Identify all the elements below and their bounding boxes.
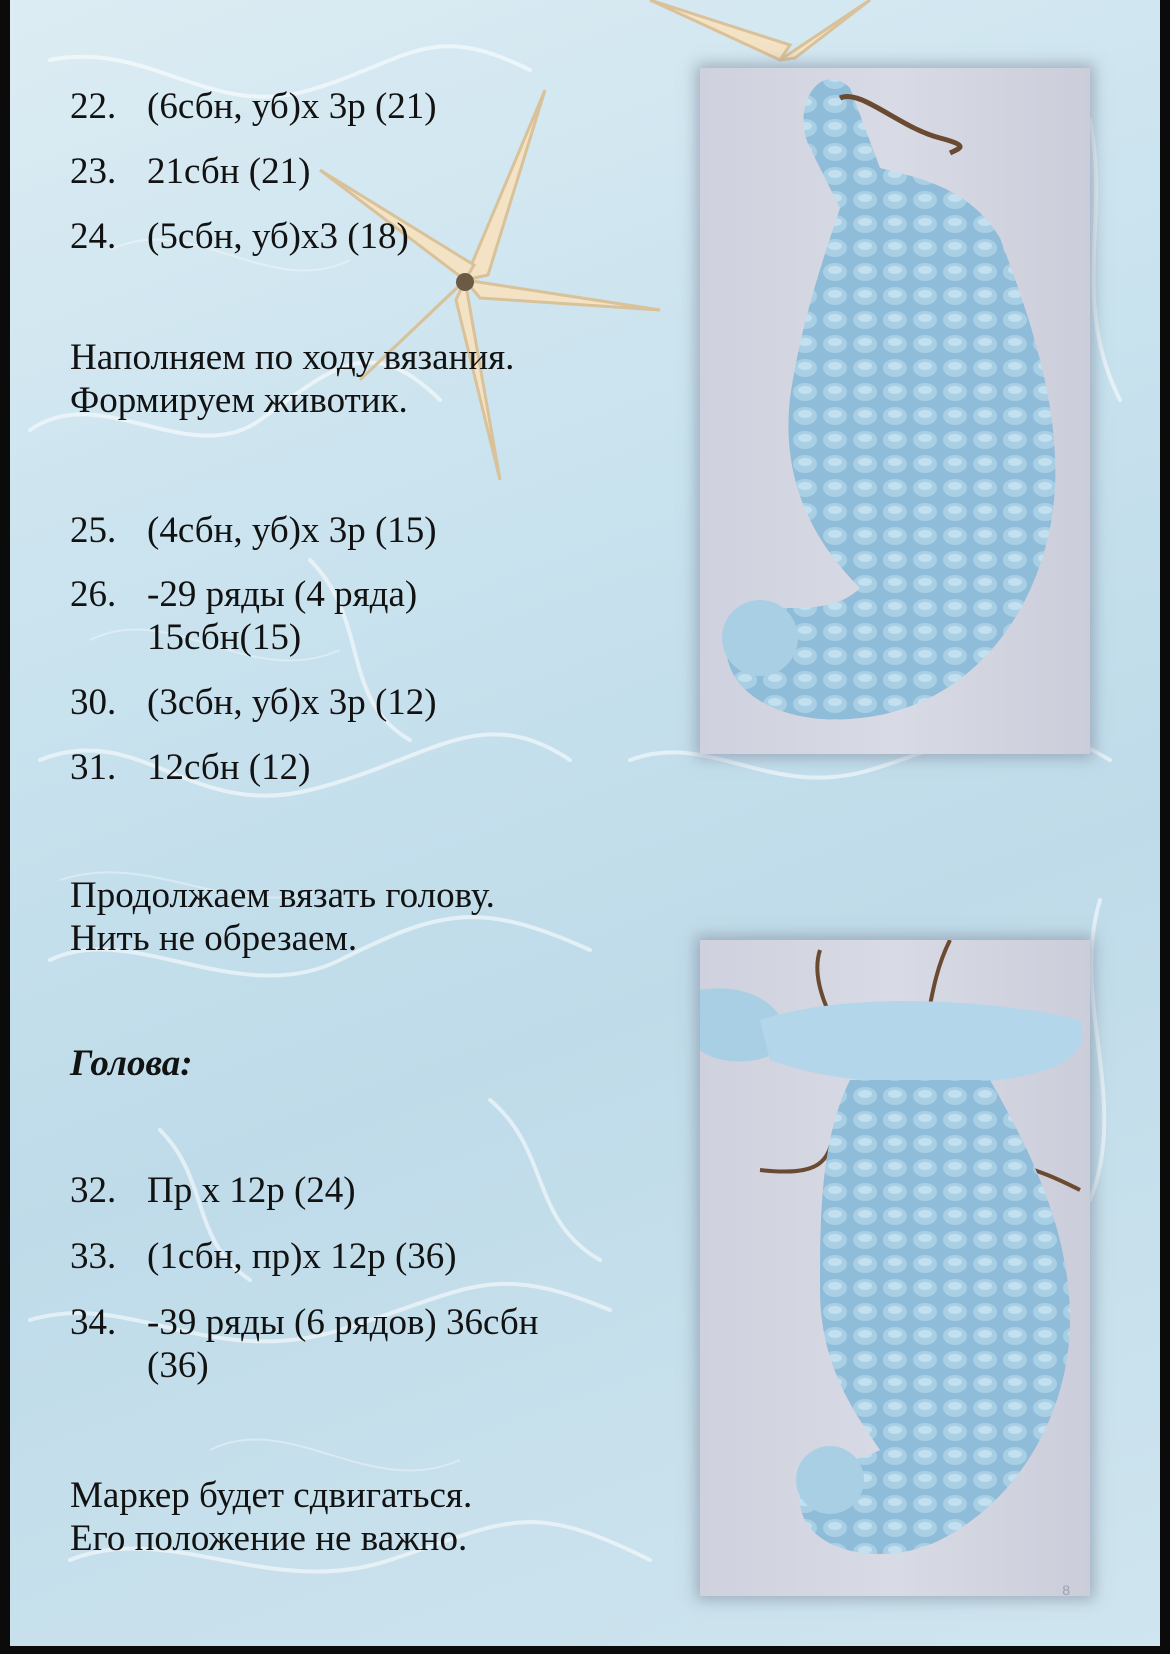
row-number: 34. — [70, 1302, 117, 1343]
row-instruction: -29 ряды (4 ряда) — [147, 574, 418, 615]
row-instruction-continued: 15сбн(15) — [147, 617, 302, 658]
row-number: 26. — [70, 574, 117, 615]
row-instruction: Пр х 12р (24) — [147, 1170, 356, 1211]
row-number: 30. — [70, 682, 117, 723]
photo-seahorse-body — [700, 68, 1090, 754]
row-instruction-continued: (36) — [147, 1345, 209, 1386]
row-instruction: 21сбн (21) — [147, 151, 311, 192]
row-instruction: 12сбн (12) — [147, 747, 311, 788]
row-number: 32. — [70, 1170, 117, 1211]
note-stuffing-line2: Формируем животик. — [70, 380, 408, 421]
row-number: 22. — [70, 86, 117, 127]
row-number: 23. — [70, 151, 117, 192]
note-head-line2: Нить не обрезаем. — [70, 918, 358, 959]
note-marker-line1: Маркер будет сдвигаться. — [70, 1475, 473, 1516]
row-number: 24. — [70, 216, 117, 257]
note-marker-line2: Его положение не важно. — [70, 1518, 468, 1559]
photo-seahorse-head — [700, 940, 1090, 1596]
pattern-page — [10, 0, 1160, 1646]
row-instruction: (5сбн, уб)х3 (18) — [147, 216, 409, 257]
row-number: 25. — [70, 510, 117, 551]
row-number: 33. — [70, 1236, 117, 1277]
note-stuffing-line1: Наполняем по ходу вязания. — [70, 337, 515, 378]
row-number: 31. — [70, 747, 117, 788]
row-instruction: (1сбн, пр)х 12р (36) — [147, 1236, 457, 1277]
note-head-line1: Продолжаем вязать голову. — [70, 875, 495, 916]
page-number: 8 — [1062, 1582, 1070, 1598]
row-instruction: (6сбн, уб)х 3р (21) — [147, 86, 437, 127]
row-instruction: -39 ряды (6 рядов) 36сбн — [147, 1302, 539, 1343]
row-instruction: (3сбн, уб)х 3р (12) — [147, 682, 437, 723]
row-instruction: (4сбн, уб)х 3р (15) — [147, 510, 437, 551]
section-heading: Голова: — [70, 1043, 193, 1084]
